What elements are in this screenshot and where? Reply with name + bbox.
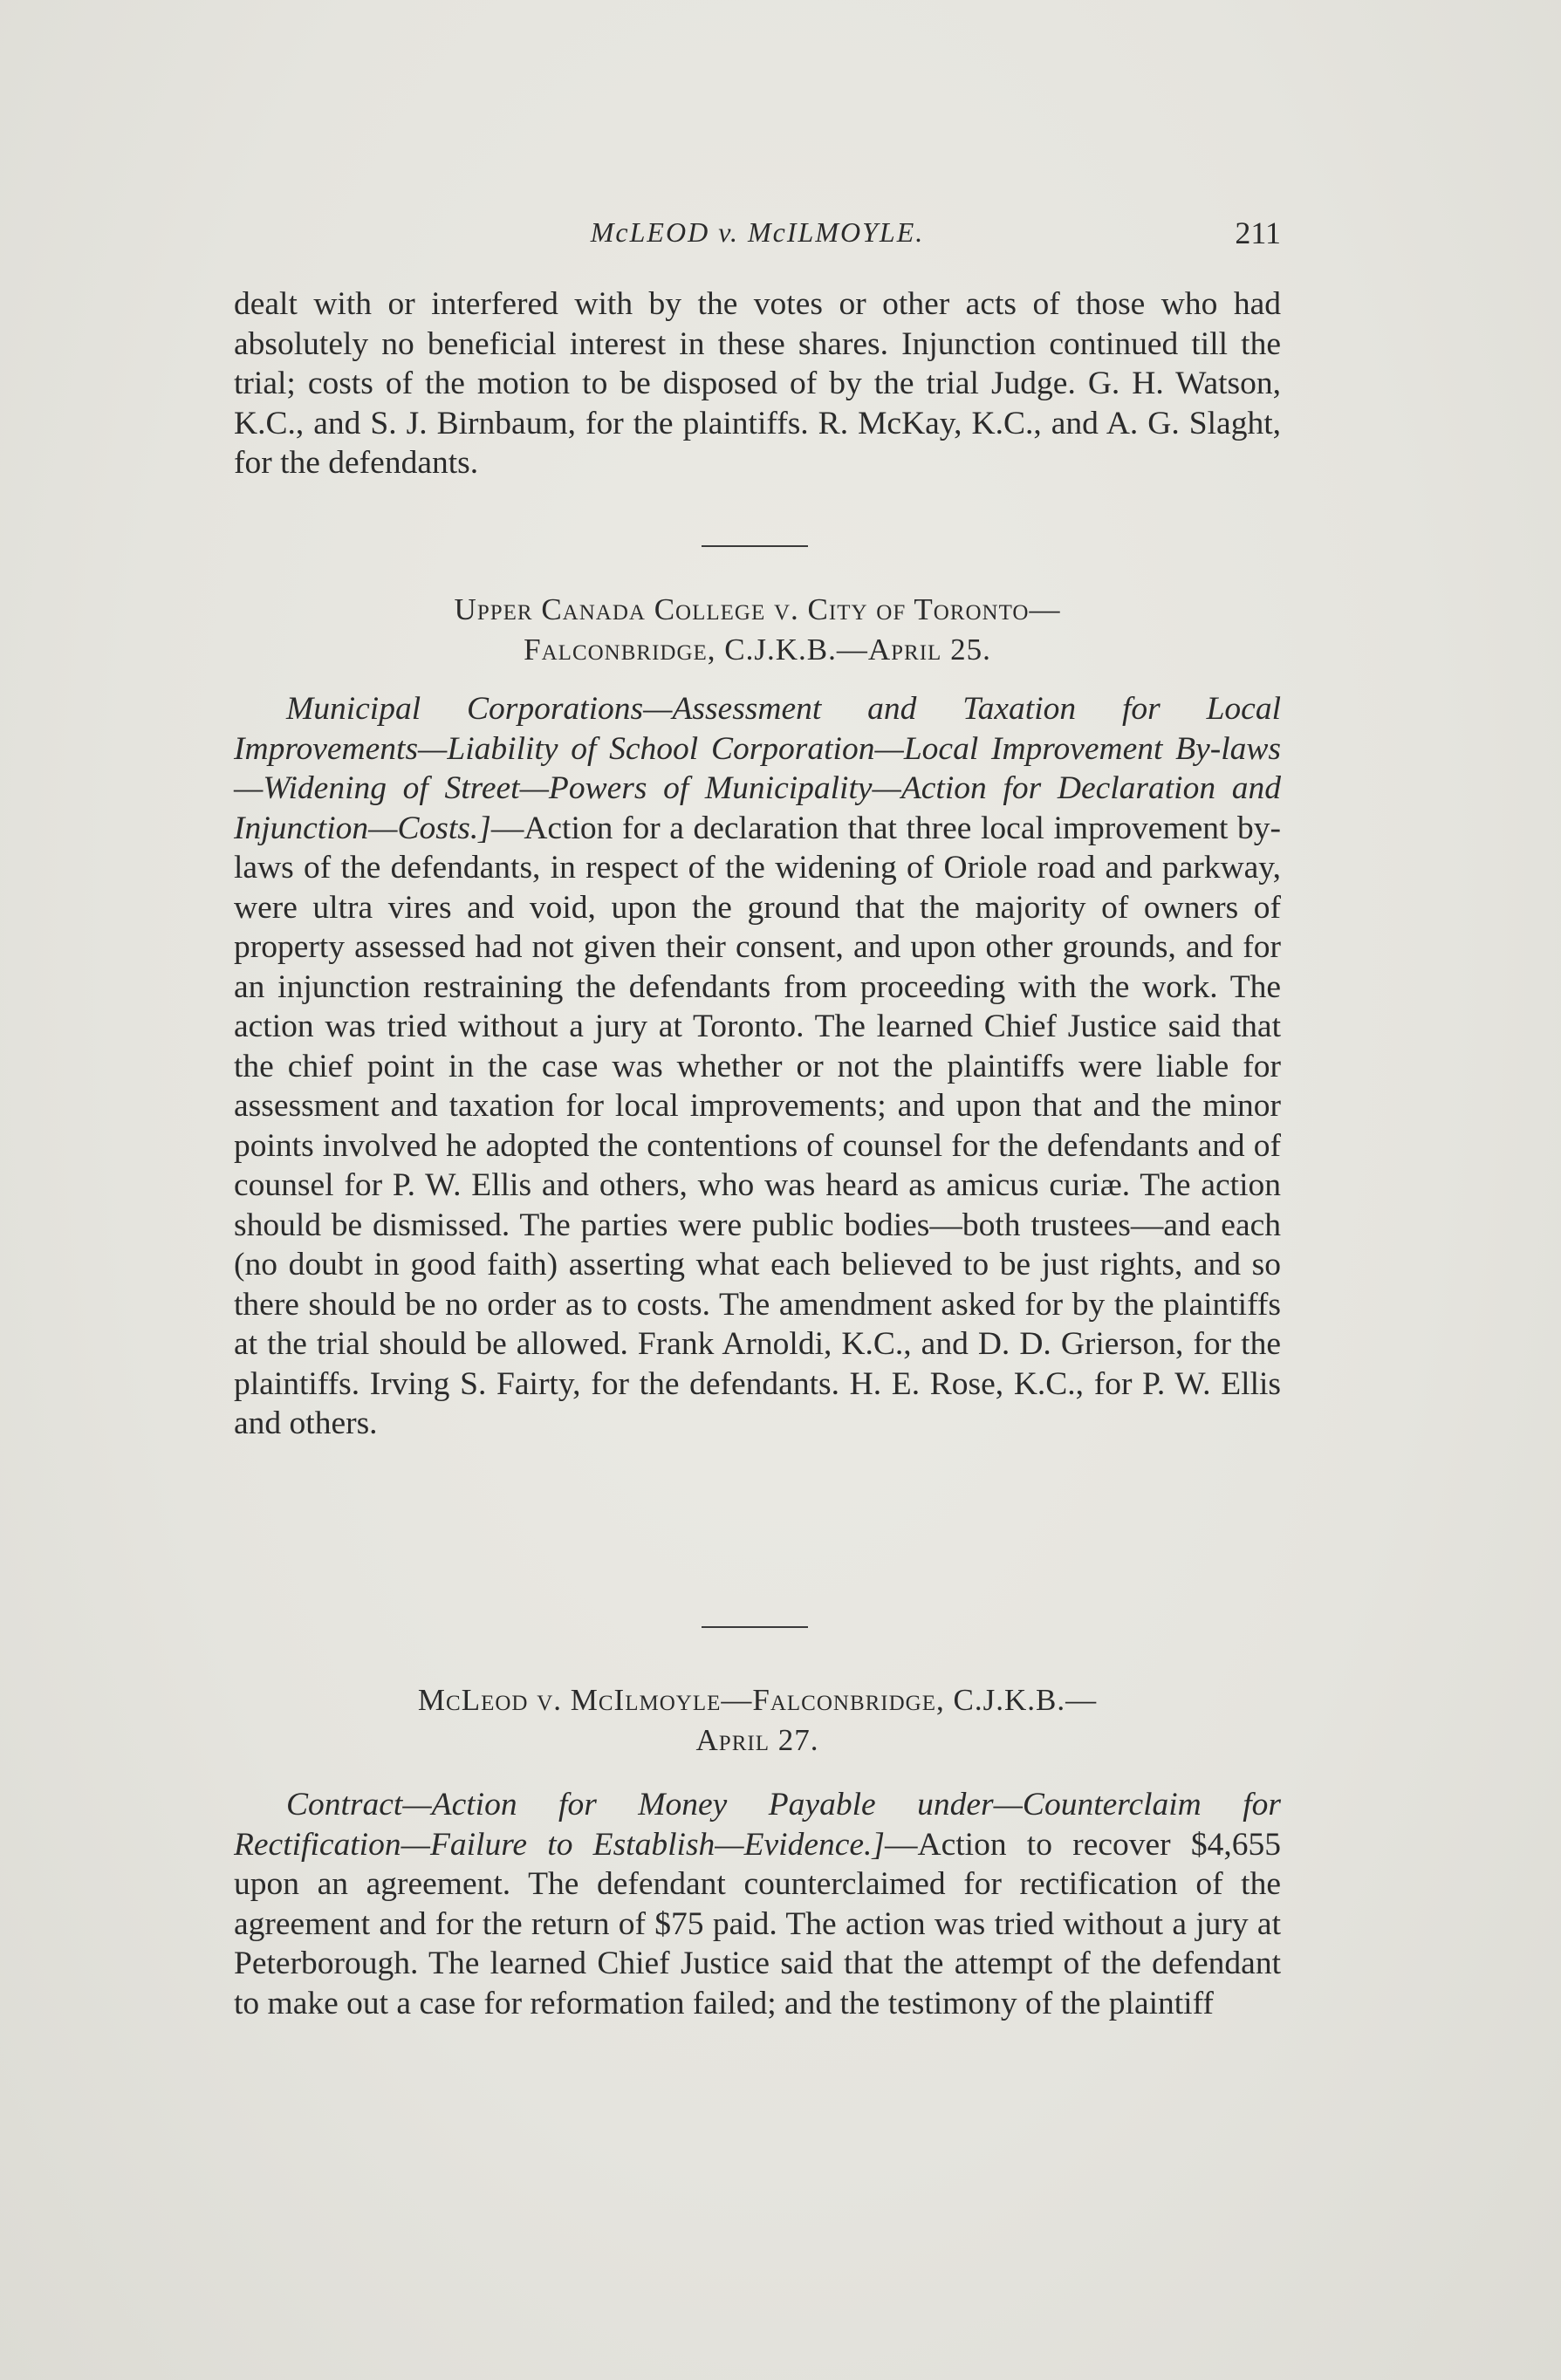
- section-divider: [702, 545, 808, 547]
- case-summary: —Action to recover $4,655 upon an agreement. The defendant counterclaimed for rectification of the agreement and for the return of $75 paid. The action was tried without a jury at Peterborough. The learned Chief Justice said that the attempt of the defendant to make out a case for reformation failed; and the testimony of the plaintiff: [234, 1826, 1281, 2021]
- continued-paragraph: dealt with or interfered with by the votes or other acts of those who had absolutely no beneficial interest in these shares. Injunction continued till the trial; costs of the motion to be disposed of by the trial Judge. G. H. Watson, K.C., and S. J. Birnbaum, for the plaintiffs. R. McKay, K.C., and A. G. Slaght, for the defendants.: [234, 286, 1281, 481]
- section-divider: [702, 1626, 808, 1628]
- case-heading-line: Upper Canada College v. City of Toronto—: [454, 592, 1061, 626]
- case-heading-mcleod: [234, 1680, 1281, 1761]
- case-report-upper-canada-college: [234, 689, 1281, 1444]
- case-heading-line: McLeod v. McIlmoyle—Falconbridge, C.J.K.B.—: [417, 1683, 1098, 1717]
- catchwords: Municipal Corporations—Assessment and Taxation for Local Improvements—Liability of School Corporation—Local Improvement By-laws—Widening of Street—Powers of Municipality—Action for Declaration and Injunction—Costs.]: [234, 691, 1281, 846]
- running-head: [234, 216, 1281, 255]
- case-heading-line: Falconbridge, C.J.K.B.—April 25.: [524, 633, 991, 667]
- catchwords: Contract—Action for Money Payable under—Counterclaim for Rectification—Failure to Establish—Evidence.]: [234, 1787, 1281, 1863]
- case-heading-line: April 27.: [695, 1723, 819, 1757]
- case-heading-upper-canada-college: [234, 590, 1281, 670]
- page-number: 211: [1235, 215, 1281, 250]
- running-title: McLEOD v. McILMOYLE.: [590, 216, 925, 248]
- case-summary: —Action for a declaration that three local improvement by-laws of the defendants, in respect of the widening of Oriole road and parkway, were ultra vires and void, upon the ground that the majority of owners of property assessed had not given their consent, and upon other grounds, and for an injunction restraining the defendants from proceeding with the work. The action was tried without a jury at Toronto. The learned Chief Justice said that the chief point in the case was whether or not the plaintiffs were liable for assessment and taxation for local improvements; and upon that and the minor points involved he adopted the contentions of counsel for the defendants and of counsel for P. W. Ellis and others, who was heard as amicus curiæ. The action should be dismissed. The parties were public bodies—both trustees—and each (no doubt in good faith) asserting what each believed to be just rights, and so there should be no order as to costs. The amendment asked for by the plaintiffs at the trial should be allowed. Frank Arnoldi, K.C., and D. D. Grierson, for the plaintiffs. Irving S. Fairty, for the defendants. H. E. Rose, K.C., for P. W. Ellis and others.: [234, 810, 1281, 1441]
- case-report-mcleod: [234, 1785, 1281, 2023]
